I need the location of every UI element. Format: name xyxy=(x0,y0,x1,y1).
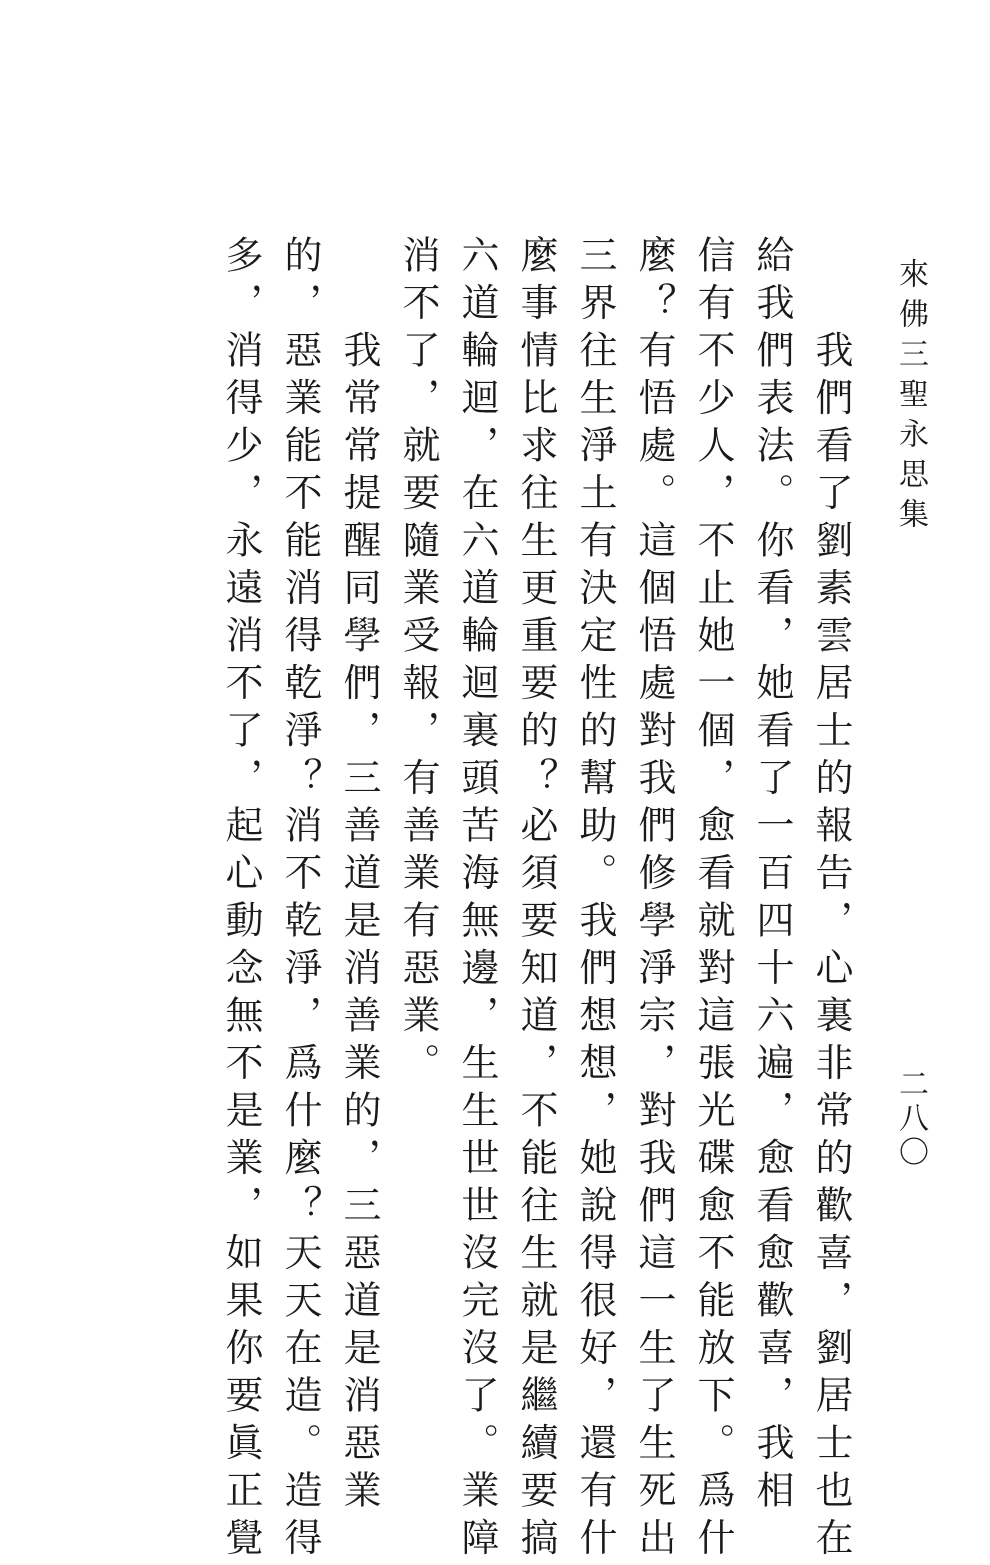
text-line: 六道輪迴，在六道輪迴裏頭苦海無邊，生生世世沒完沒了。業障 xyxy=(455,235,499,1565)
text-line: 消不了，就要隨業受報，有善業有惡業。 xyxy=(396,235,440,1090)
book-title: 來佛三聖永思集 xyxy=(893,258,928,538)
text-line: 多，消得少，永遠消不了，起心動念無不是業，如果你要眞正覺 xyxy=(219,235,263,1565)
page-number: 二八〇 xyxy=(893,1068,928,1170)
text-line: 麼事情比求往生更重要的？必須要知道，不能往生就是繼續要搞 xyxy=(514,235,558,1565)
text-line: 我們看了劉素雲居士的報告，心裏非常的歡喜，劉居士也在 xyxy=(809,330,853,1565)
text-line: 信有不少人，不止她一個，愈看就對這張光碟愈不能放下。爲什 xyxy=(691,235,735,1565)
text-line: 的，惡業能不能消得乾淨？消不乾淨，爲什麼？天天在造。造得 xyxy=(278,235,322,1565)
text-line: 三界往生淨土有決定性的幫助。我們想想，她說得很好，還有什 xyxy=(573,235,617,1565)
body-text xyxy=(140,235,860,1565)
text-line: 我常常提醒同學們，三善道是消善業的，三惡道是消惡業 xyxy=(337,330,381,1518)
text-line: 給我們表法。你看，她看了一百四十六遍，愈看愈歡喜，我相 xyxy=(750,235,794,1518)
text-line: 麼？有悟處。這個悟處對我們修學淨宗，對我們這一生了生死出 xyxy=(632,235,676,1565)
